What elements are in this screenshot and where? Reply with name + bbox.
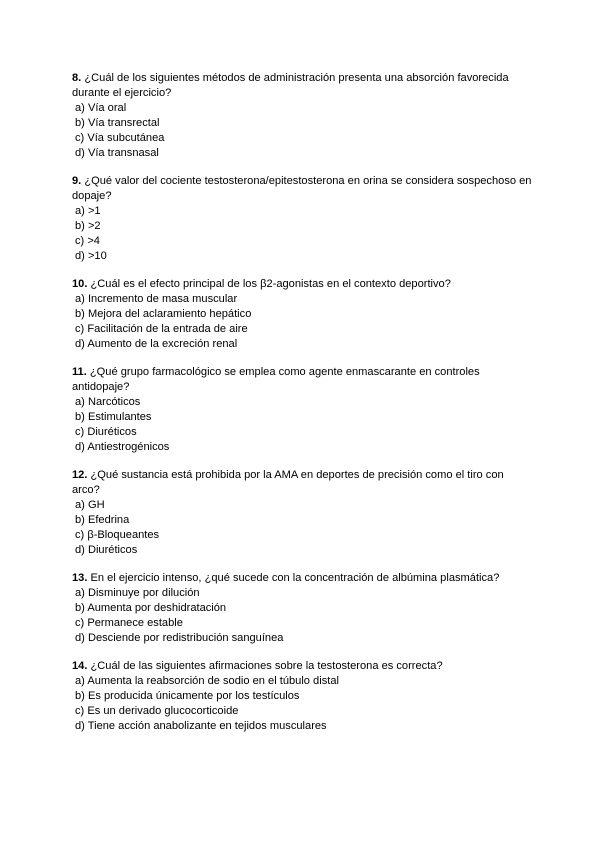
option-d: d) >10 (75, 250, 107, 262)
question-stem (72, 174, 532, 204)
option-a: a) Narcóticos (75, 396, 141, 408)
question-11 (72, 365, 532, 455)
option-c: c) Es un derivado glucocorticoide (75, 705, 239, 717)
question-stem (72, 659, 532, 674)
option-b: b) Mejora del aclaramiento hepático (75, 308, 252, 320)
options-list (72, 204, 532, 264)
option-b: b) >2 (75, 220, 101, 232)
options-list (72, 292, 532, 352)
option-d: d) Aumento de la excreción renal (75, 338, 238, 350)
options-list (72, 674, 532, 734)
question-stem (72, 71, 532, 101)
option-a: a) GH (75, 499, 105, 511)
option-d: d) Vía transnasal (75, 147, 159, 159)
question-text: ¿Qué grupo farmacológico se emplea como agente enmascarante en controles antidopaje? (72, 366, 480, 393)
question-8 (72, 71, 532, 161)
question-number: 8. (72, 72, 82, 84)
option-c: c) Facilitación de la entrada de aire (75, 323, 248, 335)
question-stem (72, 277, 532, 292)
option-a: a) Aumenta la reabsorción de sodio en el túbulo distal (75, 675, 339, 687)
option-b: b) Aumenta por deshidratación (75, 602, 227, 614)
option-a: a) Vía oral (75, 102, 127, 114)
question-text: ¿Qué sustancia está prohibida por la AMA en deportes de precisión como el tiro con arco? (72, 469, 504, 496)
question-number: 9. (72, 175, 82, 187)
question-stem (72, 365, 532, 395)
question-number: 13. (72, 572, 88, 584)
question-stem (72, 571, 532, 586)
question-number: 12. (72, 469, 88, 481)
option-d: d) Antiestrogénicos (75, 441, 170, 453)
option-c: c) Vía subcutánea (75, 132, 165, 144)
options-list (72, 498, 532, 558)
options-list (72, 101, 532, 161)
option-d: d) Diuréticos (75, 544, 138, 556)
option-c: c) β-Bloqueantes (75, 529, 160, 541)
question-text: ¿Cuál es el efecto principal de los β2-agonistas en el contexto deportivo? (90, 278, 451, 290)
question-14 (72, 659, 532, 734)
options-list (72, 395, 532, 455)
option-b: b) Vía transrectal (75, 117, 160, 129)
question-9 (72, 174, 532, 264)
question-13 (72, 571, 532, 646)
question-number: 11. (72, 366, 87, 378)
question-text: ¿Cuál de los siguientes métodos de administración presenta una absorción favorecida durante el ejercicio? (72, 72, 509, 99)
options-list (72, 586, 532, 646)
option-a: a) >1 (75, 205, 101, 217)
question-number: 10. (72, 278, 88, 290)
question-text: ¿Qué valor del cociente testosterona/epitestosterona en orina se considera sospechoso en dopaje? (72, 175, 532, 202)
option-c: c) Diuréticos (75, 426, 137, 438)
option-c: c) Permanece estable (75, 617, 183, 629)
question-12 (72, 468, 532, 558)
option-a: a) Disminuye por dilución (75, 587, 200, 599)
option-b: b) Efedrina (75, 514, 130, 526)
question-10 (72, 277, 532, 352)
option-b: b) Estimulantes (75, 411, 152, 423)
option-b: b) Es producida únicamente por los testículos (75, 690, 300, 702)
option-c: c) >4 (75, 235, 100, 247)
exam-page (72, 71, 532, 747)
question-stem (72, 468, 532, 498)
question-text: ¿Cuál de las siguientes afirmaciones sobre la testosterona es correcta? (90, 660, 443, 672)
question-number: 14. (72, 660, 88, 672)
option-d: d) Tiene acción anabolizante en tejidos musculares (75, 720, 327, 732)
question-text: En el ejercicio intenso, ¿qué sucede con la concentración de albúmina plasmática? (90, 572, 500, 584)
option-d: d) Desciende por redistribución sanguínea (75, 632, 284, 644)
option-a: a) Incremento de masa muscular (75, 293, 238, 305)
